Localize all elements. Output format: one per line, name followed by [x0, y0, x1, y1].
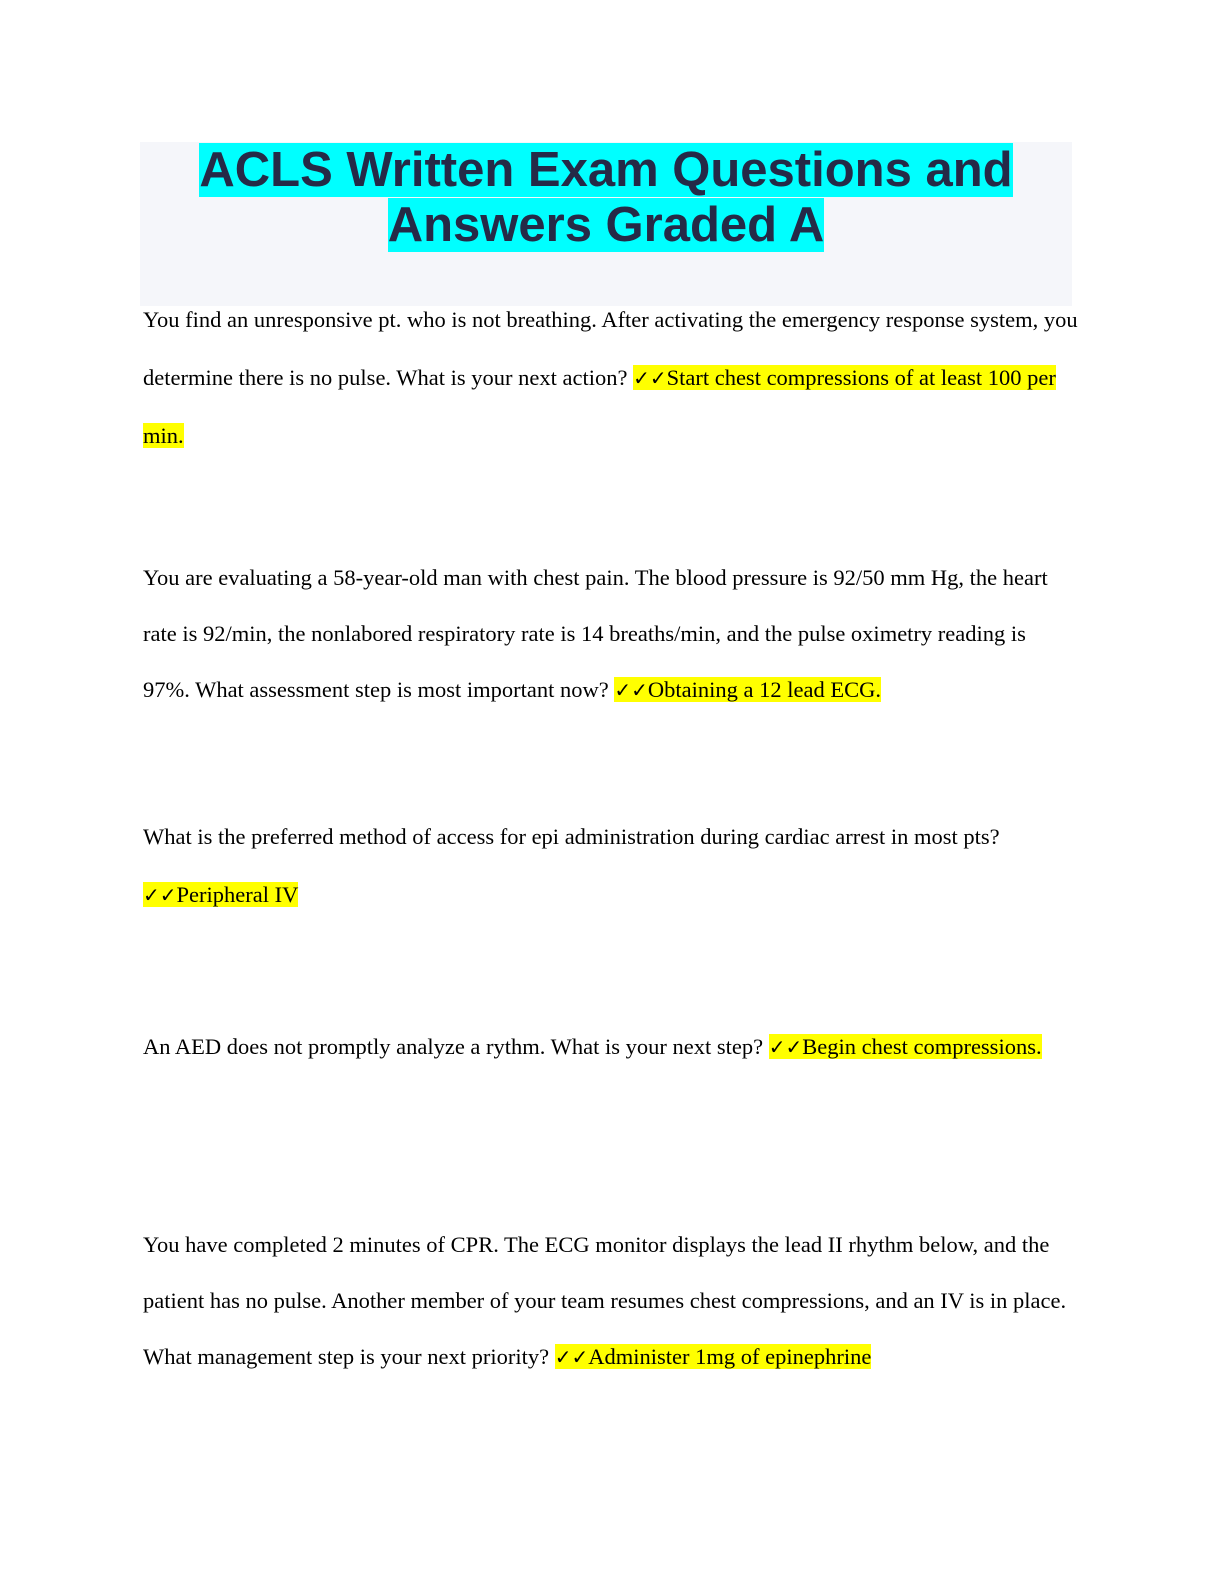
check-mark-icon: ✓✓ [768, 1035, 803, 1059]
qa-item [143, 291, 1078, 465]
title-line-2: Answers Graded A [387, 198, 825, 252]
answer-text: Obtaining a 12 lead ECG. [647, 677, 881, 702]
answer-highlight [769, 1034, 1042, 1059]
answer-text: Peripheral IV [176, 882, 299, 907]
check-mark-icon: ✓✓ [633, 366, 667, 390]
answer-text: Start chest compressions of at least 100 per min. [143, 365, 1056, 448]
qa-item [143, 1217, 1078, 1385]
check-mark-icon: ✓✓ [614, 678, 648, 702]
answer-highlight [614, 677, 881, 702]
answer-highlight [555, 1344, 872, 1369]
qa-item [143, 550, 1078, 718]
answer-highlight [143, 882, 298, 907]
title-block [140, 142, 1072, 306]
title-line-1: ACLS Written Exam Questions and [199, 143, 1013, 197]
question-text: You have completed 2 minutes of CPR. The ECG monitor displays the lead II rhythm below, and the patient has no pulse. Another member of your team resumes chest compressions, and an IV is in place. What management step is your next priority? [143, 1232, 1067, 1369]
document-title [140, 142, 1072, 253]
answer-text: Begin chest compressions. [802, 1034, 1042, 1059]
qa-item [143, 1018, 1078, 1076]
question-text: You are evaluating a 58-year-old man with chest pain. The blood pressure is 92/50 mm Hg, the heart rate is 92/min, the nonlabored respiratory rate is 14 breaths/min, and the pulse oximetry reading is 97%. What assessment step is most important now? [143, 565, 1048, 702]
qa-item [143, 808, 1078, 924]
question-text: An AED does not promptly analyze a rythm. What is your next step? [143, 1034, 769, 1059]
question-text: What is the preferred method of access for epi administration during cardiac arrest in most pts? [143, 824, 1000, 849]
check-mark-icon: ✓✓ [554, 1345, 589, 1369]
answer-text: Administer 1mg of epinephrine [588, 1344, 872, 1369]
check-mark-icon: ✓✓ [143, 883, 177, 907]
question-text: You find an unresponsive pt. who is not breathing. After activating the emergency response system, you determine there is no pulse. What is your next action? [143, 307, 1078, 390]
